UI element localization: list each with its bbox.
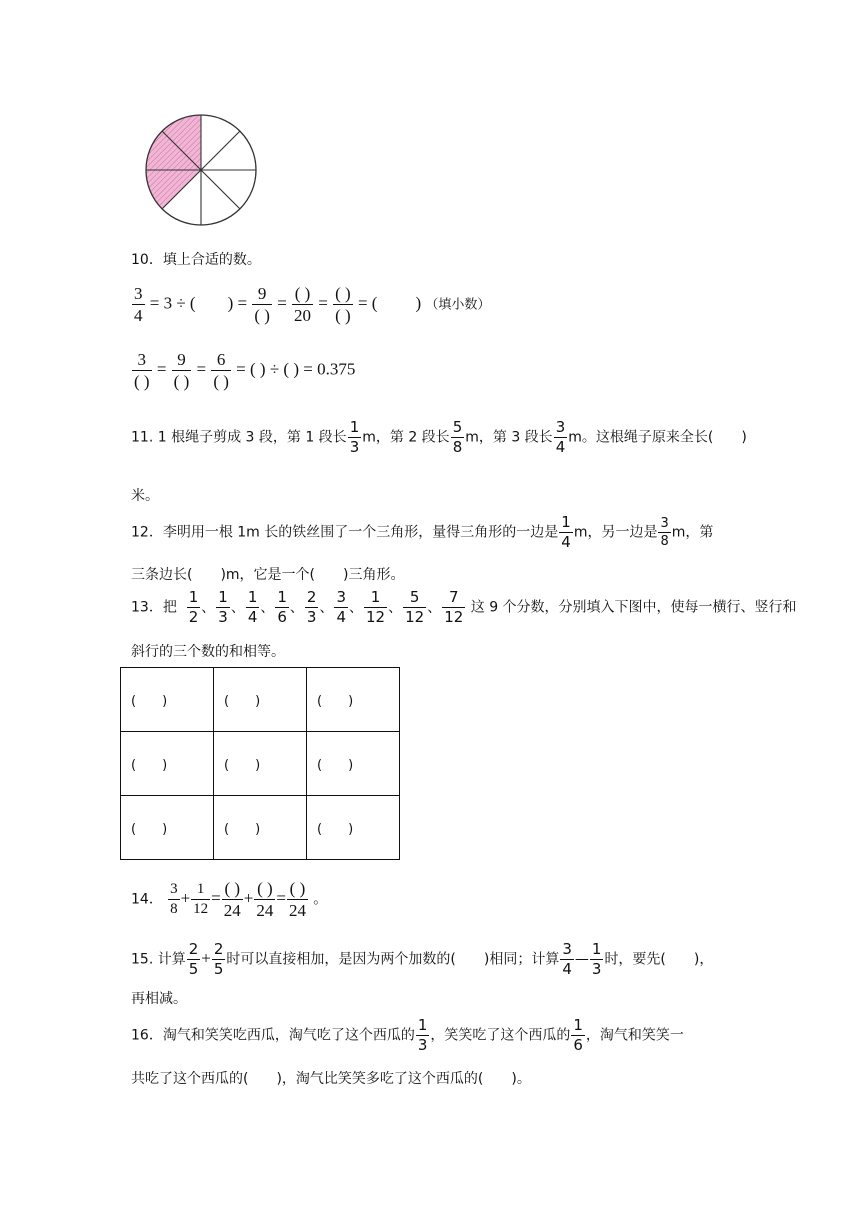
- grid-cell[interactable]: ( ): [214, 732, 307, 796]
- separator: 、: [427, 599, 442, 616]
- fraction: $\frac{5}{12}$: [405, 588, 425, 626]
- grid-cell[interactable]: ( ): [121, 796, 214, 860]
- fraction: $\frac{1}{12}$: [193, 881, 209, 917]
- fraction: $\frac{1}{3}$: [349, 418, 360, 456]
- grid-cell[interactable]: ( ): [214, 668, 307, 732]
- magic-square-grid: [120, 667, 400, 860]
- fraction-list: [186, 588, 467, 626]
- fraction[interactable]: $\frac{( )}{20}$: [294, 284, 312, 325]
- q12-line1: 12．李明用一根 1m 长的铁丝围了一个三角形，量得三角形的一边是 $\frac{1}{4}$ m，另一边是 $\frac{3}{8}$ m，第: [131, 513, 714, 551]
- separator: 、: [319, 599, 334, 616]
- grid-cell[interactable]: ( ): [214, 796, 307, 860]
- separator: 、: [201, 599, 216, 616]
- fraction: $\frac{3}{4}$: [562, 940, 572, 978]
- fraction[interactable]: $\frac{6}{( )}$: [213, 350, 229, 391]
- fraction: $\frac{2}{5}$: [213, 940, 224, 978]
- separator: 、: [230, 599, 245, 616]
- q11-line1: 11. 1 根绳子剪成 3 段，第 1 段长 $\frac{1}{3}$ m，第 2 段长 $\frac{5}{8}$ m，第 3 段长 $\frac{3}{4}$ m。这根绳子原来全长( ): [131, 418, 747, 456]
- fraction[interactable]: $\frac{( )}{24}$: [256, 879, 274, 920]
- fraction: $\frac{1}{12}$: [366, 588, 386, 626]
- fraction: $\frac{2}{3}$: [306, 588, 317, 626]
- fraction[interactable]: $\frac{3}{( )}$: [134, 350, 150, 391]
- q11-line2: 米。: [131, 488, 159, 504]
- grid-cell[interactable]: ( ): [121, 732, 214, 796]
- fraction: $\frac{3}{8}$: [170, 881, 178, 917]
- grid-cell[interactable]: ( ): [121, 668, 214, 732]
- separator: 、: [349, 599, 364, 616]
- shaded-sector: [146, 170, 201, 209]
- fraction: $\frac{1}{3}$: [218, 588, 228, 626]
- q14-line: 14． $\frac{3}{8}$ + $\frac{1}{12}$ = $\frac{( )}{24}$ + $\frac{( )}{24}$ = $\frac{( )}{24}$ 。: [131, 879, 328, 920]
- separator: 、: [388, 599, 403, 616]
- fraction[interactable]: $\frac{9}{( )}$: [254, 284, 270, 325]
- fraction: $\frac{1}{2}$: [188, 588, 199, 626]
- q16-line1: 16．淘气和笑笑吃西瓜，淘气吃了这个西瓜的 $\frac{1}{3}$ ，笑笑吃了这个西瓜的 $\frac{1}{6}$ ，淘气和笑笑一: [131, 1016, 684, 1054]
- grid-cell[interactable]: ( ): [307, 668, 400, 732]
- fraction[interactable]: $\frac{( )}{( )}$: [335, 284, 351, 325]
- fraction: $\frac{1}{4}$: [247, 588, 258, 626]
- q10-line1: $\frac{3}{4}$ = 3 ÷ ( ) = $\frac{9}{( )}$ = $\frac{( )}{20}$ = $\frac{( )}{( )}$ = ( ) （填小数）: [134, 284, 491, 325]
- fraction: $\frac{1}{4}$: [561, 513, 571, 551]
- fraction: $\frac{5}{8}$: [452, 418, 463, 456]
- circle-fraction-figure: [144, 113, 258, 227]
- fraction[interactable]: $\frac{( )}{24}$: [223, 879, 241, 920]
- separator: 、: [289, 599, 304, 616]
- fraction: $\frac{1}{3}$: [591, 940, 602, 978]
- q10-title: 10．填上合适的数。: [131, 252, 261, 268]
- fraction: $\frac{7}{12}$: [444, 588, 464, 626]
- grid-cell[interactable]: ( ): [307, 732, 400, 796]
- fraction: $\frac{1}{6}$: [573, 1016, 583, 1054]
- hint-decimal: （填小数）: [425, 297, 491, 313]
- fraction: $\frac{1}{6}$: [277, 588, 287, 626]
- q13-line1: 13．把 $\frac{1}{2}$ 、 $\frac{1}{3}$ 、 $\frac{1}{4}$ 、 $\frac{1}{6}$ 、 $\frac{2}{3}$ 、 $\frac{3}{4}$ 、 $\frac{1}{12}$ 、 $\frac{5}{12}$ 、 $\frac{7}{12}$ 这 9 个分数，分别填入下图中，使每一横行、竖行和: [131, 588, 797, 626]
- fraction[interactable]: $\frac{( )}{24}$: [288, 879, 306, 920]
- fraction: $\frac{3}{4}$: [134, 284, 143, 325]
- q12-line2: 三条边长( )m，它是一个( )三角形。: [131, 567, 405, 583]
- grid-cell[interactable]: ( ): [307, 796, 400, 860]
- q15-line2: 再相减。: [131, 991, 187, 1007]
- q13-line2: 斜行的三个数的和相等。: [131, 644, 285, 660]
- q10-line2: $\frac{3}{( )}$ = $\frac{9}{( )}$ = $\frac{6}{( )}$ = ( ) ÷ ( ) = 0.375: [134, 350, 356, 391]
- fraction: $\frac{3}{8}$: [660, 516, 669, 549]
- fraction: $\frac{3}{4}$: [336, 588, 347, 626]
- fraction: $\frac{2}{5}$: [188, 940, 199, 978]
- fraction: $\frac{3}{4}$: [555, 418, 566, 456]
- fraction: $\frac{1}{3}$: [417, 1016, 428, 1054]
- q15-line1: 15. 计算 $\frac{2}{5}$ + $\frac{2}{5}$ 时可以直接相加，是因为两个加数的( )相同；计算 $\frac{3}{4}$ — $\frac{1}{3}$ 时，要先( )，: [131, 940, 714, 978]
- separator: 、: [260, 599, 275, 616]
- q16-line2: 共吃了这个西瓜的( )，淘气比笑笑多吃了这个西瓜的( )。: [131, 1071, 531, 1087]
- fraction[interactable]: $\frac{9}{( )}$: [173, 350, 190, 391]
